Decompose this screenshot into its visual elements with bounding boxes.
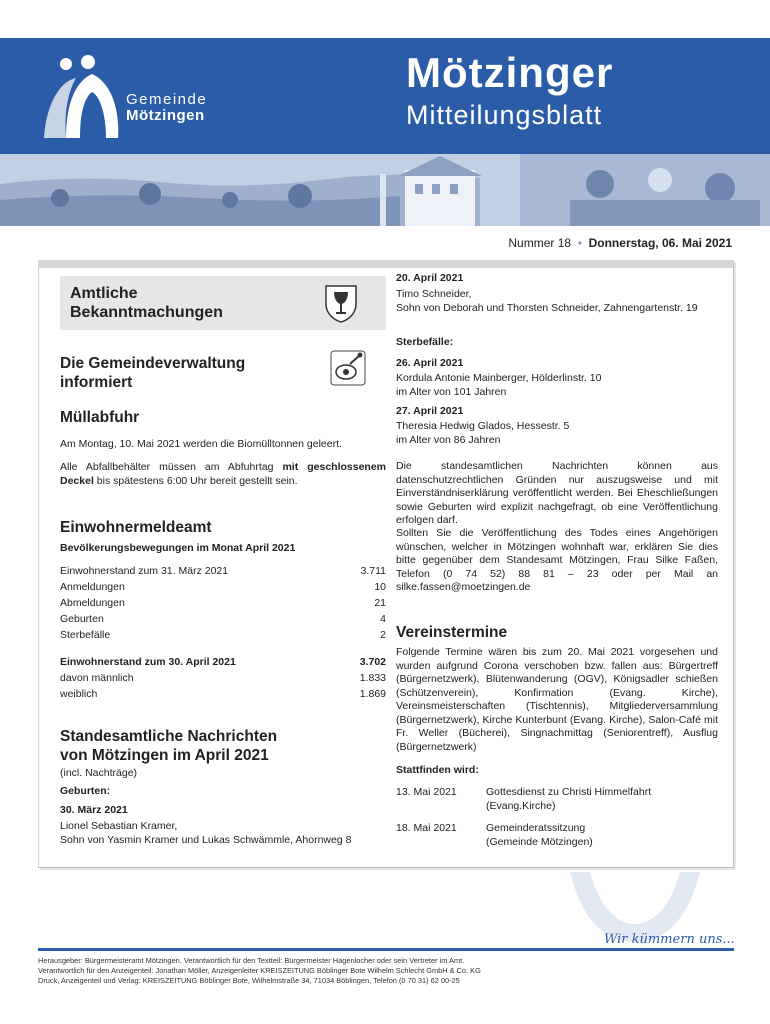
sa-title-line1: Standesamtliche Nachrichten: [60, 728, 278, 745]
privacy-paragraph: Die standesamtlichen Nachrichten können aus datenschutzrechtlichen Gründen nur auszugsweise und mit Einverständniserklärung veröffentlicht werden. Bei Eheschließungen sowie Geburten wird explizit nachgefragt, ob eine Veröffentlichung erfolgen darf.: [396, 460, 718, 526]
issue-date: Donnerstag, 06. Mai 2021: [588, 236, 732, 250]
section-title: [70, 284, 223, 322]
imprint-line: Herausgeber: Bürgermeisteramt Mötzingen. Verantwortlich für den Textteil: Bürgermeister Hagenlocher oder sein Vertreter im Amt.: [38, 956, 465, 965]
stat-value: 4: [380, 613, 386, 625]
masthead-title: Mötzinger: [406, 49, 614, 96]
section-title-line1: Amtliche: [70, 285, 138, 302]
stat-label: Sterbefälle: [60, 629, 111, 641]
muell-title: Müllabfuhr: [60, 409, 140, 426]
gemeinde-line1: Gemeinde: [126, 91, 208, 108]
stat-row: [60, 597, 386, 610]
muell-paragraph-2: [60, 461, 386, 488]
stat-row: [60, 629, 386, 642]
stat-value: 2: [380, 629, 386, 641]
muell-p2-a: Alle Abfallbehälter müssen am Abfuhrtag: [60, 461, 283, 473]
photo-strip: [0, 154, 770, 226]
stat-row: [60, 672, 386, 685]
stamp-icon: [330, 350, 366, 386]
gv-title: [60, 354, 330, 392]
stat-label: davon männlich: [60, 672, 134, 684]
imprint-line: Verantwortlich für den Anzeigenteil: Jonathan Möller, Anzeigenleiter KREISZEITUNG Böblinger Bote Wilhelm Schlecht GmbH & Co. KG: [38, 966, 481, 975]
issue-line: [508, 236, 732, 250]
event-date: 13. Mai 2021: [396, 786, 457, 798]
muell-p2-b: bis spätestens 6:00 Uhr bereit gestellt sein.: [93, 474, 298, 487]
gv-title-line1: Die Gemeindeverwaltung: [60, 355, 246, 372]
issue-number: Nummer 18: [508, 236, 572, 250]
stat-row: [60, 613, 386, 626]
muell-paragraph-1: Am Montag, 10. Mai 2021 werden die Biomülltonnen geleert.: [60, 438, 342, 450]
stat-row: [60, 565, 386, 578]
birth-date: 20. April 2021: [396, 272, 464, 284]
stat-label: Abmeldungen: [60, 597, 125, 609]
death-name: Kordula Antonie Mainberger, Hölderlinstr. 10: [396, 372, 602, 384]
stat-value: 3.711: [360, 565, 386, 577]
event-date: 18. Mai 2021: [396, 822, 457, 834]
death-entry: [396, 420, 726, 447]
sa-title-line2: von Mötzingen im April 2021: [60, 747, 269, 764]
stat-row: [60, 581, 386, 594]
birth-name: Timo Schneider,: [396, 288, 472, 300]
coat-of-arms-icon: [324, 284, 358, 324]
slogan: Wir kümmern uns...: [604, 932, 735, 947]
stat-row-total: [60, 656, 386, 669]
ew-title: Einwohnermeldeamt: [60, 519, 212, 536]
ew-subtitle: Bevölkerungsbewegungen im Monat April 2021: [60, 542, 296, 554]
section-title-line2: Bekanntmachungen: [70, 304, 223, 321]
birth-entry: [60, 820, 390, 847]
death-age: im Alter von 101 Jahren: [396, 385, 507, 398]
stat-value: 10: [374, 581, 386, 593]
birth-name: Lionel Sebastian Kramer,: [60, 820, 178, 832]
event-organizer: (Evang.Kirche): [486, 799, 556, 812]
stattfinden-heading: Stattfinden wird:: [396, 764, 479, 776]
death-date: 27. April 2021: [396, 405, 464, 417]
death-age: im Alter von 86 Jahren: [396, 433, 501, 446]
notice-paragraph: Sollten Sie die Veröffentlichung des Todes eines Angehörigen wünschen, welcher in Mötzingen wohnhaft war, erklären Sie dies bitte gegenüber dem Standesamt Mötzingen, Frau Silke Faßen, Telefon (0 74 52) 88 81 – 23 oder per Mail an silke.fassen@moetzingen.de: [396, 527, 718, 593]
stat-label: Anmeldungen: [60, 581, 125, 593]
sa-note: (incl. Nachträge): [60, 767, 138, 779]
vt-title: Vereinstermine: [396, 624, 508, 641]
event-title: Gemeinderatssitzung: [486, 822, 586, 834]
gv-title-line2: informiert: [60, 374, 133, 391]
stat-label: Einwohnerstand zum 31. März 2021: [60, 565, 229, 577]
event-entry: [486, 786, 726, 813]
event-entry: [486, 822, 726, 849]
gemeinde-name: [126, 92, 207, 124]
stat-row: [60, 688, 386, 701]
death-entry: [396, 372, 726, 399]
sterbefaelle-heading: Sterbefälle:: [396, 336, 454, 348]
stat-value: 21: [374, 597, 386, 609]
death-name: Theresia Hedwig Glados, Hessestr. 5: [396, 420, 570, 432]
imprint: [38, 956, 734, 986]
death-date: 26. April 2021: [396, 357, 464, 369]
event-organizer: (Gemeinde Mötzingen): [486, 835, 593, 848]
birth-parents: Sohn von Yasmin Kramer und Lukas Schwämmle, Ahornweg 8: [60, 833, 352, 846]
sa-title: [60, 727, 386, 765]
geburten-heading: Geburten:: [60, 785, 111, 797]
masthead-subtitle: Mitteilungsblatt: [406, 100, 603, 130]
stat-label: Einwohnerstand zum 30. April 2021: [60, 656, 236, 668]
imprint-line: Druck, Anzeigenteil und Verlag: KREISZEITUNG Böblinger Bote, Wilhelmstraße 34, 71034 Böblingen, Telefon (0 70 31) 62 00-25: [38, 976, 460, 985]
stat-label: Geburten: [60, 613, 104, 625]
muell-p2-bold: mit geschlossenem Deckel: [60, 461, 387, 487]
vt-paragraph: Folgende Termine wären bis zum 20. Mai 2021 vorgesehen und wurden aufgrund Corona verschoben bzw. fallen aus: Bürgertreff (Bürgernetzwerk), Blütenwanderung (OGV), Königsadler schießen (Schützenverein), Konfirmation (Evang. Kirche), Vereinsmeisterschaften (Tischtennis), Mitgliederversammlung (Bürgernetzwerk), Kirche Kunterbunt (Evang. Kirche), Salon-Café mit Fr. Weller (Bücherei), Singnachmittag (Seniorentreff), Ausflug (Bürgernetzwerk): [396, 646, 718, 753]
birth-date: 30. März 2021: [60, 804, 128, 816]
stat-value: 1.869: [359, 688, 386, 700]
birth-parents: Sohn von Deborah und Thorsten Schneider, Zahnengartenstr. 19: [396, 301, 698, 314]
bullet-icon: •: [574, 236, 586, 250]
stat-label: weiblich: [60, 688, 98, 700]
landscape-photo-icon: [0, 154, 770, 226]
stat-value: 3.702: [359, 656, 386, 668]
footer-rule: [38, 948, 734, 951]
gemeinde-line2: Mötzingen: [126, 107, 205, 124]
event-title: Gottesdienst zu Christi Himmelfahrt: [486, 786, 652, 798]
stat-value: 1.833: [359, 672, 386, 684]
birth-entry: [396, 288, 726, 315]
